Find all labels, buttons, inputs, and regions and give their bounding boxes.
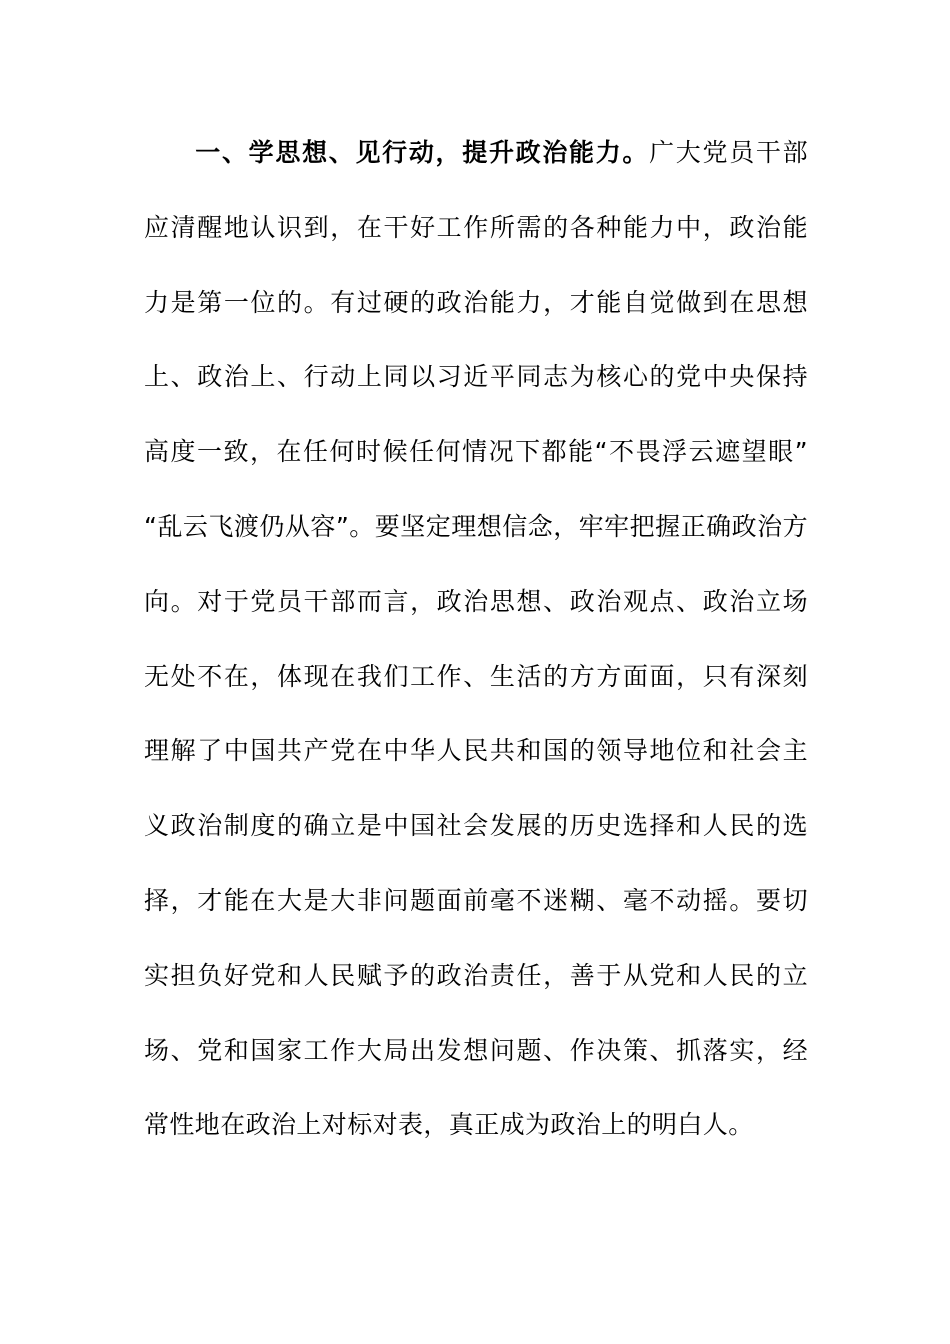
paragraph-line-2: 应清醒地认识到，在干好工作所需的各种能力中，政治能 [144,212,808,242]
paragraph-line-14: 常性地在政治上对标对表，真正成为政治上的明白人。 [144,1110,754,1140]
paragraph-line-9: 理解了中国共产党在中华人民共和国的领导地位和社会主 [144,736,808,766]
paragraph-line-6: “乱云飞渡仍从容”。要坚定理想信念，牢牢把握正确政治方 [144,511,808,541]
line-text: 广大党员干部 [649,138,808,167]
section-heading: 一、学思想、见行动，提升政治能力。 [194,138,650,167]
paragraph-line-11: 择，才能在大是大非问题面前毫不迷糊、毫不动摇。要切 [144,885,808,915]
paragraph-line-7: 向。对于党员干部而言，政治思想、政治观点、政治立场 [144,586,808,616]
paragraph [144,116,808,1163]
paragraph-line-5: 高度一致，在任何时候任何情况下都能“不畏浮云遮望眼” [144,437,808,467]
paragraph-line-3: 力是第一位的。有过硬的政治能力，才能自觉做到在思想 [144,287,808,317]
paragraph-line-8: 无处不在，体现在我们工作、生活的方方面面，只有深刻 [144,661,808,691]
paragraph-line-4: 上、政治上、行动上同以习近平同志为核心的党中央保持 [144,362,808,392]
paragraph-line-1 [144,116,808,191]
paragraph-line-10: 义政治制度的确立是中国社会发展的历史选择和人民的选 [144,811,808,841]
paragraph-line-12: 实担负好党和人民赋予的政治责任，善于从党和人民的立 [144,960,808,990]
paragraph-line-13: 场、党和国家工作大局出发想问题、作决策、抓落实，经 [144,1035,808,1065]
